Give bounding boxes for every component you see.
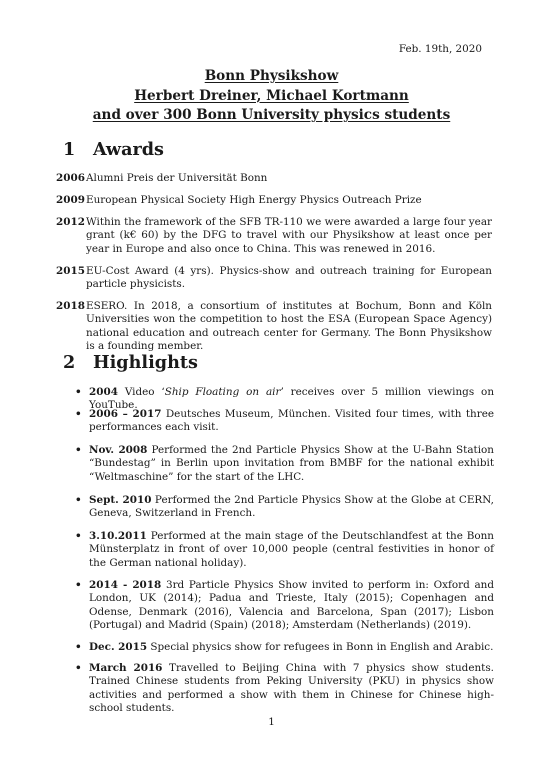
highlight-item: • 2014 - 2018 3rd Particle Physics Show invited to perform in: Oxford and London, UK (2014); Padua and Trieste, Italy (2015); Copenhagen and Odense, Denmark (2016), Valencia and Barcelona, Span (2017); Lisbon (Portugal) and Madrid (Spain) (2018); Amsterdam (Netherlands) (2019). — [75, 579, 495, 631]
highlight-item: • 2004 Video ‘Ship Floating on air’ receives over 5 million viewings on YouTube. — [75, 386, 495, 412]
bullet-icon: • — [75, 408, 82, 420]
highlight-item: • Nov. 2008 Performed the 2nd Particle Physics Show at the U-Bahn Station “Bundestag” in Berlin upon invitation from BMBF for the national exhibit “Weltmaschine” for the start of the LHC. — [75, 444, 494, 483]
page-number: 1 — [268, 716, 275, 728]
bullet-icon: • — [75, 494, 82, 506]
highlight-item: • Sept. 2010 Performed the 2nd Particle Physics Show at the Globe at CERN, Geneva, Switzerland in French. — [75, 494, 494, 520]
highlight-item: • March 2016 Travelled to Beijing China with 7 physics show students. Trained Chinese students from Peking University (PKU) in physics show activities and performed a show with them in Chinese for Chinese high-school students. — [75, 662, 494, 714]
bullet-icon: • — [75, 579, 82, 591]
title-line-1: Bonn Physikshow — [204, 68, 339, 84]
section-heading-highlights: 2 Highlights — [63, 352, 198, 373]
section-heading-awards: 1 Awards — [63, 139, 164, 160]
bullet-icon: • — [75, 386, 82, 398]
bullet-icon: • — [75, 641, 82, 653]
bullet-icon: • — [75, 530, 82, 542]
title-line-2: Herbert Dreiner, Michael Kortmann — [134, 87, 409, 104]
award-item: 2006 Alumni Preis der Universität Bonn — [56, 172, 268, 184]
bullet-icon: • — [75, 662, 82, 674]
highlight-item: • 2006 – 2017 Deutsches Museum, München. Visited four times, with three performances each visit. — [75, 408, 494, 434]
highlight-item: • 3.10.2011 Performed at the main stage of the Deutschlandfest at the Bonn Münsterplatz in front of over 10,000 people (central festivities in honor of the German national holiday). — [75, 530, 494, 569]
title-line-3: and over 300 Bonn University physics students — [92, 107, 451, 123]
title-block — [0, 67, 543, 126]
award-item: 2012 Within the framework of the SFB TR-110 we were awarded a large four year grant (k€ 60) by the DFG to travel with our Physikshow at least once per year in Europe and also once to China. This was renewed in 2016. — [56, 216, 492, 255]
award-item: 2015 EU-Cost Award (4 yrs). Physics-show and outreach training for European particle physicists. — [56, 265, 492, 291]
bullet-icon: • — [75, 444, 82, 456]
highlight-item: • Dec. 2015 Special physics show for refugees in Bonn in English and Arabic. — [75, 641, 494, 653]
award-item: 2009 European Physical Society High Energy Physics Outreach Prize — [56, 194, 422, 206]
document-date: Feb. 19th, 2020 — [398, 43, 482, 55]
award-item: 2018 ESERO. In 2018, a consortium of institutes at Bochum, Bonn and Köln Universities won the competition to host the ESA (European Space Agency) national education and outreach center for Germany. The Bonn Physikshow is a founding member. — [56, 300, 492, 352]
